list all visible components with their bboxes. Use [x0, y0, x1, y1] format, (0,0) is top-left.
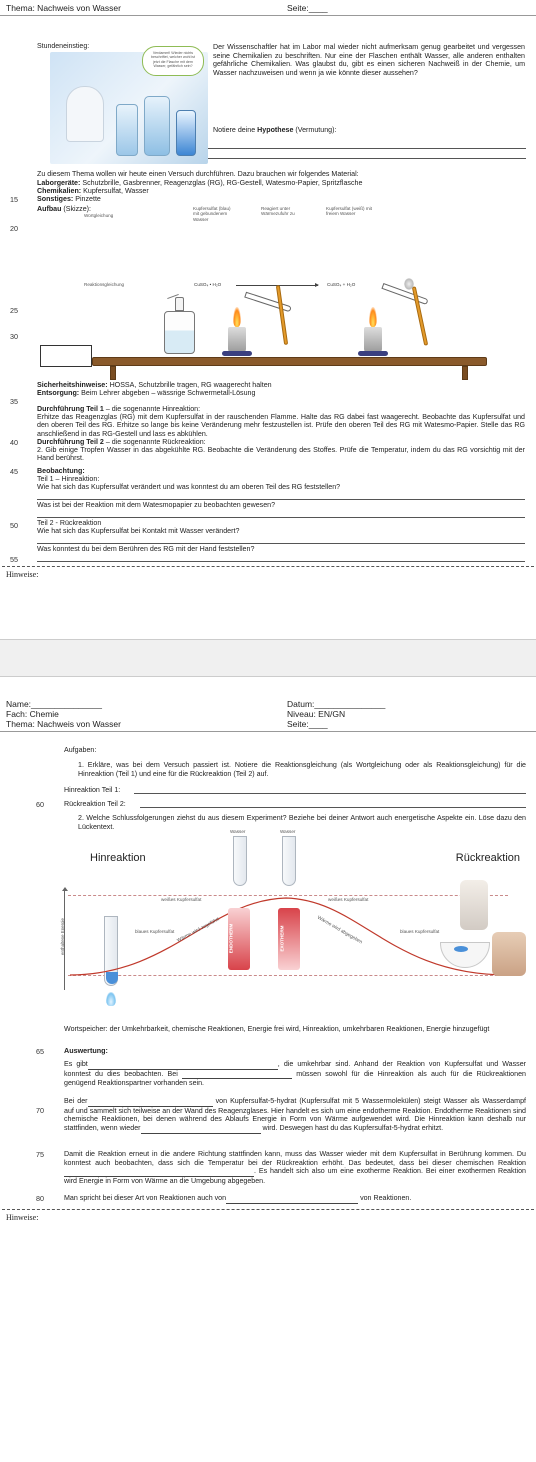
backward-reaction-label: Rückreaktion Teil 2: [64, 800, 126, 808]
line-number: 55 [10, 555, 18, 564]
procedure-part1-text: Erhitze das Reagenzglas (RG) mit dem Kupfersulfat in der rauschenden Flamme. Halte das RG dabei fast waagerecht. Beobachte das Kupfersulfat und den oberen Teil des RG. Erhitze so lange bis keine Veränderung mehr festzustellen ist. Prüfe den oberen Teil des RG mit Watesmo-Papier. Stelle das RG anschließend in das RG-Gestell und lass es abkühlen. [37, 413, 525, 438]
y-axis-label: enthaltene Energie [59, 918, 65, 955]
bench-leg-left [110, 366, 116, 380]
notes-divider [2, 566, 534, 567]
page-number-field[interactable]: Seite:____ [287, 3, 328, 13]
blue-salt-label-2: blaues Kupfersulfat [400, 929, 440, 934]
intro-text: Der Wissenschaftler hat im Labor mal wieder nicht aufmerksam genug gearbeitet und vergessen seine Chemikalien zu beschriften. Nur eine der Flaschen enthält Wasser, alle anderen enthalten gefährliche Chemikalien. Was glaubst du, gibt es einen sicheren Nachweiß in der Chemie, um Wasser nachzuweisen und wenn ja wie könnte dieser aussehen? [213, 43, 525, 77]
hypothesis-prompt: Notiere deine Hypothese (Vermutung): [213, 126, 337, 134]
procedure-part2-text: 2. Gib einige Tropfen Wasser in das abgekühlte RG. Beobachte die Veränderung des Stoffes. Prüfe die Temperatur, indem du das RG vorsichtig mit der Hand berührst. [37, 446, 525, 463]
sketch-placeholder-box [40, 345, 92, 367]
worksheet-page-1 [0, 0, 536, 640]
gas-burner-1 [228, 327, 246, 353]
name-field[interactable]: Name:_______________ [6, 699, 102, 709]
notes-divider-2 [2, 1209, 534, 1210]
cloze-gap-5[interactable] [64, 1167, 254, 1177]
scientist-figure [66, 86, 104, 142]
speech-bubble: Verdammt! Wieder nichts beschriftet, welcher wohl ist jetzt die Flasche mit dem Wasser, gefährlich sein? [142, 46, 204, 76]
answer-line-2[interactable] [37, 517, 525, 518]
subject-label: Fach: Chemie [6, 709, 59, 719]
backward-photo-tube [460, 880, 488, 930]
observation-part1: Teil 1 – Hinreaktion: [37, 475, 100, 483]
tasks-heading: Aufgaben: [64, 746, 97, 754]
blue-salt-label-1: blaues Kupfersulfat [135, 929, 175, 934]
procedure-part2-heading: Durchführung Teil 2 – die sogenannte Rückreaktion: [37, 438, 206, 446]
answer-line-1[interactable] [37, 499, 525, 500]
line-number: 40 [10, 438, 18, 447]
cloze-gap-1[interactable] [88, 1060, 278, 1070]
observation-part2: Teil 2 - Rückreaktion [37, 519, 102, 527]
diagram-backward-title: Rückreaktion [455, 852, 520, 864]
bottle-icon [144, 96, 170, 156]
setup-col-2: Reagiert unter Wärmezufuhr zu [261, 206, 295, 217]
formula-right: CuSO₄ + H₂O [327, 282, 356, 287]
heat-supplied-label: Wärme wird zugeführt [176, 917, 221, 944]
tube-holder-1 [276, 285, 288, 345]
cloze-gap-2[interactable] [182, 1070, 292, 1080]
task-2-text: 2. Welche Schlussfolgerungen ziehst du aus diesem Experiment? Beziehe bei deiner Antwort auch energetische Aspekte ein. Löse dazu den Lückentext. [78, 814, 526, 831]
line-number: 15 [10, 195, 18, 204]
answer-line-3[interactable] [37, 543, 525, 544]
hypothesis-line-1[interactable] [208, 148, 526, 149]
safety-notes: Sicherheitshinweise: HOSSA, Schutzbrille tragen, RG waagerecht halten [37, 381, 272, 389]
observation-question-4: Was konntest du bei dem Berühren des RG mit der Hand feststellen? [37, 545, 255, 553]
line-number: 65 [36, 1047, 44, 1056]
formula-left: CuSO₄ • H₂O [194, 282, 222, 287]
observation-question-1: Wie hat sich das Kupfersulfat verändert und was konntest du am oberen Teil des RG feststellen? [37, 483, 341, 491]
forward-answer-line[interactable] [134, 793, 526, 794]
disposal-notes: Entsorgung: Beim Lehrer abgeben – wässrige Schwermetall-Lösung [37, 389, 256, 397]
forward-reaction-label: Hinreaktion Teil 1: [64, 786, 121, 794]
tube-holder-2 [412, 286, 428, 346]
line-number: 30 [10, 332, 18, 341]
observation-heading: Beobachtung: [37, 467, 85, 475]
material-chemicals: Chemikalien: Kupfersulfat, Wasser [37, 187, 149, 195]
page-number-field-2[interactable]: Seite:____ [287, 719, 328, 729]
answer-line-4[interactable] [37, 561, 525, 562]
gas-burner-2 [364, 327, 382, 353]
bench-leg-right [462, 366, 468, 380]
line-number: 45 [10, 467, 18, 476]
line-number: 75 [36, 1150, 44, 1159]
arrow-head-icon [315, 283, 319, 287]
hand-photo [492, 932, 526, 976]
blue-flask-icon [176, 110, 196, 156]
wash-bottle-nozzle [175, 297, 184, 311]
water-label-1: Wasser [230, 829, 246, 834]
word-bank: Wortspeicher: der Umkehrbarkeit, chemische Reaktionen, Energie frei wird, Hinreaktion, umkehrbaren Reaktionen, Energie hinzugefügt [64, 1025, 490, 1033]
cloze-paragraph-1: Es gibt , die umkehrbar sind. Anhand der Reaktion von Kupfersulfat und Wasser konntest du dies beobachten. Bei müssen sowohl für die Hinreaktion als auch für die Rückreaktionen genügend Reaktionspartner vorhanden sein. [64, 1060, 527, 1088]
line-number: 25 [10, 306, 18, 315]
line-number: 80 [36, 1194, 44, 1203]
material-intro: Zu diesem Thema wollen wir heute einen Versuch durchführen. Dazu brauchen wir folgendes Material: [37, 170, 359, 178]
notes-label: Hinweise: [6, 570, 39, 579]
heat-released-label: Wärme wird abgegeben [316, 915, 363, 946]
endotherm-label: ENDOTHERM [228, 923, 234, 954]
setup-label: Aufbau (Skizze): [37, 205, 91, 213]
task-1-text: 1. Erkläre, was bei dem Versuch passiert ist. Notiere die Reaktionsgleichung (als Wortgleichung oder als Reaktionsgleichung) für die Hinreaktion (Teil 1) und eine für die Rückreaktion (Teil 2) auf. [78, 761, 526, 778]
line-number: 20 [10, 224, 18, 233]
line-number: 60 [36, 800, 44, 809]
water-label-2: Wasser [280, 829, 296, 834]
reaction-equation-label: Reaktionsgleichung [84, 282, 125, 287]
setup-col-1: Kupfersulfat (blau) mit gebundenem Wasser [193, 206, 231, 222]
backward-answer-line[interactable] [140, 807, 526, 808]
page-topic: Thema: Nachweis von Wasser [6, 3, 121, 13]
cloze-gap-3[interactable] [88, 1097, 213, 1107]
word-equation-label: Wortgleichung [84, 213, 114, 218]
wash-bottle-icon [164, 311, 195, 354]
observation-question-3: Wie hat sich das Kupfersulfat bei Kontakt mit Wasser verändert? [37, 527, 240, 535]
line-number: 50 [10, 521, 18, 530]
line-number: 35 [10, 397, 18, 406]
worksheet-page-2 [0, 676, 536, 1462]
line-number: 70 [36, 1106, 44, 1115]
observation-question-2: Was ist bei der Reaktion mit dem Watesmopapier zu beobachten gewesen? [37, 501, 276, 509]
notes-label-2: Hinweise: [6, 1213, 39, 1222]
flame-icon [233, 307, 241, 327]
blue-salt-dish [454, 946, 468, 952]
exotherm-label: EXOTHERM [279, 925, 285, 952]
flame-icon-2 [369, 307, 377, 327]
lab-bench [92, 357, 487, 366]
flask-icon [116, 104, 138, 156]
diagram-forward-title: Hinreaktion [90, 852, 146, 864]
setup-col-3: Kupfersulfat (weiß) mit freiem Wasser [326, 206, 372, 217]
cloze-paragraph-3: Damit die Reaktion erneut in die andere Richtung stattfinden kann, muss das Wasser wieder mit dem Kupfersulfat in Berührung kommen. Du konntest auch beobachten, dass sich die Temperatur bei der Rückreaktion erhöht. Das bedeutet, dass bei dieser chemischen Reaktion . Es handelt sich also um eine exotherme Reaktion. Bei einer exothermen Reaktion wird Energie in Form von Wärme an die Umgebung abgegeben. [64, 1150, 526, 1186]
procedure-part1-heading: Durchführung Teil 1 – die sogenannte Hinreaktion: [37, 405, 201, 413]
date-field[interactable]: Datum:_______________ [287, 699, 386, 709]
white-salt-label-1: weißes Kupfersulfat [161, 897, 202, 902]
cloze-paragraph-2: Bei der von Kupfersulfat-5-hydrat (Kupfersulfat mit 5 Wassermolekülen) steigt Wasser als Wasserdampf auf und sammelt sich teilweise an der Wand des Reagenzglases. Hier handelt es sich um eine endotherme Reaktion. Endotherme Reaktionen sind chemische Reaktionen, bei denen während des Ablaufs Energie in Form von Wärme aufgewendet wird. Die Hinreaktion kann deshalb nur stattfinden, wenn wieder wird. Deswegen hast du das Kupfersulfat-5-hydrat erhitzt. [64, 1097, 526, 1133]
cloze-paragraph-4: Man spricht bei dieser Art von Reaktionen auch von von Reaktionen. [64, 1194, 412, 1202]
evaluation-heading: Auswertung: [64, 1046, 108, 1055]
test-tube-1 [244, 292, 292, 313]
cloze-gap-4[interactable] [141, 1124, 261, 1134]
vapor-icon [404, 278, 414, 290]
white-salt-label-2: weißes Kupfersulfat [328, 897, 369, 902]
material-other: Sonstiges: Pinzette [37, 195, 101, 203]
level-label: Niveau: EN/GN [287, 709, 346, 719]
energy-diagram [59, 829, 526, 1012]
material-devices: Laborgeräte: Schutzbrille, Gasbrenner, Reagenzglas (RG), RG-Gestell, Watesmo-Papier, Spritzflasche [37, 179, 363, 187]
cloze-gap-6[interactable] [226, 1194, 358, 1204]
intro-label: Stundeneinstieg: [37, 43, 90, 50]
hypothesis-line-2[interactable] [208, 158, 526, 159]
page-topic-2: Thema: Nachweis von Wasser [6, 719, 121, 729]
